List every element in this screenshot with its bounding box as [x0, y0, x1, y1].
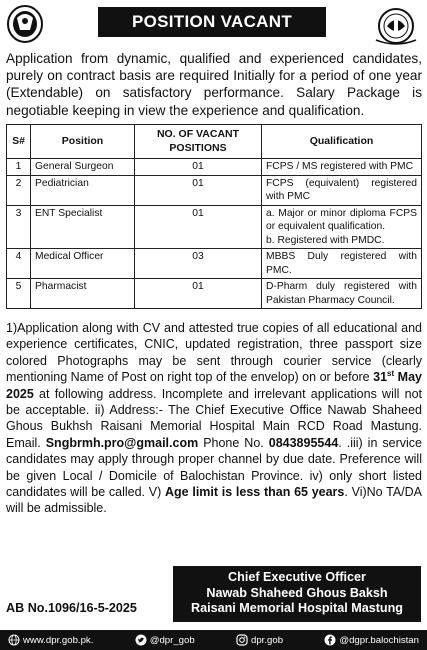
row-position: General Surgeon — [31, 159, 135, 176]
signature-block — [173, 566, 421, 622]
facebook-icon — [324, 634, 336, 646]
row-sn: 5 — [7, 279, 31, 309]
contact-phone: 0843895544 — [268, 435, 339, 450]
row-vacancies: 03 — [135, 249, 262, 279]
table-row — [7, 159, 422, 176]
footer-website[interactable] — [8, 634, 93, 646]
signature-line: Nawab Shaheed Ghous Baksh — [206, 585, 388, 600]
table-row — [7, 249, 422, 279]
contact-email: Sngbrmh.pro@gmail.com — [45, 435, 199, 450]
row-vacancies: 01 — [135, 175, 262, 205]
signature-line: Raisani Memorial Hospital Mastung — [190, 601, 404, 615]
column-header-position: Position — [31, 125, 135, 159]
instagram-icon — [236, 634, 248, 646]
row-sn: 3 — [7, 205, 31, 249]
column-header-vacancies: NO. OF VACANT POSITIONS — [135, 125, 262, 159]
instructions-part3: . .iii) in service candidates may apply through proper channel by due date. Preference will be given Local / Domicile of Balochistan Province. iv) only short listed candidates will be called. V) — [6, 435, 422, 500]
table-row — [7, 279, 422, 309]
footer-twitter[interactable] — [135, 634, 195, 646]
row-position: Pharmacist — [31, 279, 135, 309]
row-qualification — [262, 205, 422, 249]
phone-label: Phone No. — [203, 435, 264, 450]
row-sn: 4 — [7, 249, 31, 279]
ad-number: AB No.1096/16-5-2025 — [6, 601, 137, 615]
footer-instagram[interactable] — [236, 634, 283, 646]
intro-paragraph: Application from dynamic, qualified and experienced candidates, purely on contract basis are required Initially for a period of one year (Extendable) on satisfactory performance. Salary Package is negotiable keeping in view the experience and qualification. — [6, 51, 422, 118]
hospital-seal-logo — [373, 6, 419, 46]
age-limit: Age limit is less than 65 years — [165, 485, 345, 500]
qualification-line: a. Major or minor diploma FCPS or equivalent qualification. — [266, 207, 417, 232]
row-position: Pediatrician — [31, 175, 135, 205]
footer-twitter-text: @dpr_gob — [149, 634, 195, 646]
globe-icon — [8, 634, 20, 646]
instructions-paragraph — [6, 320, 422, 517]
row-qualification: FCPS / MS registered with PMC — [262, 159, 422, 176]
government-emblem-logo — [6, 4, 44, 44]
instructions-part4: . Vi)No TA/DA will be admissible. — [6, 485, 423, 516]
row-qualification: D-Pharm duly registered with Pakistan Pharmacy Council. — [262, 279, 422, 309]
footer-bar — [0, 630, 427, 650]
row-vacancies: 01 — [135, 159, 262, 176]
table-row — [7, 205, 422, 249]
row-position: ENT Specialist — [31, 205, 135, 249]
row-qualification: FCPS (equivalent) registered with PMC — [262, 175, 422, 205]
footer-instagram-text: dpr.gob — [251, 634, 284, 646]
table-header-row — [7, 125, 422, 159]
deadline-date: 31st May 2025 — [6, 369, 422, 401]
row-qualification: MBBS Duly registered with PMC. — [262, 249, 422, 279]
footer-facebook[interactable] — [324, 634, 419, 646]
instructions-part1: 1)Application along with CV and attested true copies of all educational and experience certificates, CNIC, updated registration, three passport size colored Photographs may be sent through courier service (clearly mentioning Name of Post on right top of the envelop) on or before — [6, 321, 422, 385]
table-row — [7, 175, 422, 205]
qualification-line: b. Registered with PMDC. — [266, 234, 385, 246]
vacancy-table — [6, 124, 422, 309]
footer-facebook-text: @dgpr.balochistan — [339, 634, 419, 646]
row-vacancies: 01 — [135, 279, 262, 309]
footer-website-text: www.dpr.gob.pk. — [23, 634, 94, 646]
column-header-qualification: Qualification — [262, 125, 422, 159]
row-vacancies: 01 — [135, 205, 262, 249]
column-header-sn: S# — [7, 125, 31, 159]
twitter-icon — [135, 634, 147, 646]
row-sn: 1 — [7, 159, 31, 176]
instructions-part2: at following address. Incomplete and irrelevant applications will not be acceptable. ii) Address:- The Chief Executive Office Nawab Shaheed Ghous Bukhsh Raisani Memorial Hospital Main RCD Road Mastung. Email. — [6, 386, 422, 450]
signature-line: Chief Executive Officer — [228, 570, 366, 584]
row-sn: 2 — [7, 175, 31, 205]
page-title: POSITION VACANT — [98, 7, 326, 37]
row-position: Medical Officer — [31, 249, 135, 279]
